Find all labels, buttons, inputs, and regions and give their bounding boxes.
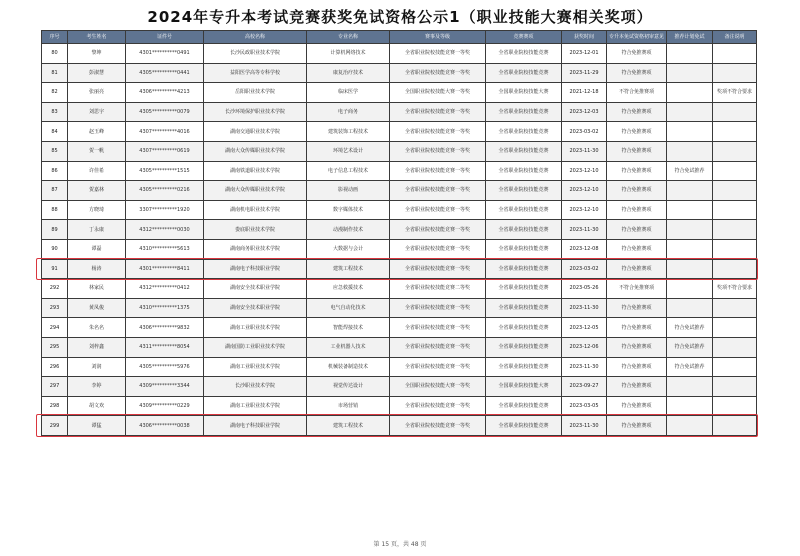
- candidate-name: 赵玉峰: [68, 122, 126, 142]
- award-date: 2023-05-26: [562, 279, 607, 299]
- award-level: 全省职业院校技能竞赛一等奖: [390, 239, 486, 259]
- table-row: [42, 63, 757, 83]
- id-number: 4305**********0441: [126, 63, 204, 83]
- major-name: 计算机网络技术: [307, 44, 390, 64]
- competition-event: 全省职业院校技能竞赛: [486, 141, 562, 161]
- candidate-name: 林家民: [68, 279, 126, 299]
- row-index: 86: [42, 161, 68, 181]
- column-header: 竞赛赛项: [486, 31, 562, 44]
- row-index: 81: [42, 63, 68, 83]
- award-date: 2023-11-30: [562, 220, 607, 240]
- recommend-plan: 符合免试推荐: [667, 318, 713, 338]
- table-row: [42, 239, 757, 259]
- award-date: 2023-12-10: [562, 161, 607, 181]
- school-name: 湖南商务职业技术学院: [204, 239, 307, 259]
- review-opinion: 符合免推赛项: [607, 259, 667, 279]
- review-opinion: 符合免推赛项: [607, 44, 667, 64]
- school-name: 湖南铁道职业技术学院: [204, 161, 307, 181]
- remark: 奖项不符合要求: [713, 83, 757, 103]
- major-name: 电气自动化技术: [307, 298, 390, 318]
- major-name: 康复治疗技术: [307, 63, 390, 83]
- table-row: [42, 83, 757, 103]
- major-name: 智能焊接技术: [307, 318, 390, 338]
- table-row: [42, 259, 757, 279]
- remark: [713, 161, 757, 181]
- id-number: 4301**********0491: [126, 44, 204, 64]
- table-row: [42, 377, 757, 397]
- id-number: 4310**********5613: [126, 239, 204, 259]
- candidate-name: 杨涛: [68, 259, 126, 279]
- candidate-name: 胡文欢: [68, 396, 126, 416]
- award-level: 全省职业院校技能竞赛一等奖: [390, 259, 486, 279]
- remark: [713, 337, 757, 357]
- recommend-plan: [667, 416, 713, 436]
- remark: [713, 220, 757, 240]
- competition-event: 全省职业院校技能竞赛: [486, 161, 562, 181]
- row-index: 84: [42, 122, 68, 142]
- table-body: [42, 44, 757, 436]
- remark: [713, 102, 757, 122]
- award-date: 2023-03-02: [562, 259, 607, 279]
- review-opinion: 符合免推赛项: [607, 220, 667, 240]
- major-name: 建筑装饰工程技术: [307, 122, 390, 142]
- recommend-plan: [667, 122, 713, 142]
- award-level: 全省职业院校技能竞赛一等奖: [390, 318, 486, 338]
- recommend-plan: [667, 83, 713, 103]
- candidate-name: 贺嘉林: [68, 181, 126, 201]
- award-date: 2023-11-30: [562, 416, 607, 436]
- candidate-name: 朱名名: [68, 318, 126, 338]
- table-row: [42, 396, 757, 416]
- school-name: 湖南机电职业技术学院: [204, 200, 307, 220]
- id-number: 4310**********1375: [126, 298, 204, 318]
- id-number: 4306**********4213: [126, 83, 204, 103]
- table-row: [42, 279, 757, 299]
- id-number: 4305**********1515: [126, 161, 204, 181]
- row-index: 299: [42, 416, 68, 436]
- school-name: 长沙环境保护职业技术学院: [204, 102, 307, 122]
- row-index: 297: [42, 377, 68, 397]
- award-level: 全省职业院校技能竞赛一等奖: [390, 63, 486, 83]
- remark: [713, 63, 757, 83]
- table-row: [42, 161, 757, 181]
- column-header: 赛事及等级: [390, 31, 486, 44]
- school-name: 湖南大众传媒职业技术学院: [204, 181, 307, 201]
- candidate-name: 刘润: [68, 357, 126, 377]
- row-index: 90: [42, 239, 68, 259]
- review-opinion: 符合免推赛项: [607, 318, 667, 338]
- table-row: [42, 416, 757, 436]
- award-level: 全省职业院校技能竞赛一等奖: [390, 396, 486, 416]
- candidate-name: 贺一帆: [68, 141, 126, 161]
- review-opinion: 符合免推赛项: [607, 416, 667, 436]
- major-name: 临床医学: [307, 83, 390, 103]
- review-opinion: 符合免推赛项: [607, 357, 667, 377]
- competition-event: 全省职业院校技能竞赛: [486, 416, 562, 436]
- award-date: 2023-12-03: [562, 102, 607, 122]
- major-name: 动漫制作技术: [307, 220, 390, 240]
- table-row: [42, 181, 757, 201]
- competition-event: 全国职业院校技能大赛: [486, 83, 562, 103]
- column-header: 证件号: [126, 31, 204, 44]
- school-name: 岳阳职业技术学院: [204, 83, 307, 103]
- major-name: 环境艺术设计: [307, 141, 390, 161]
- id-number: 4306**********9832: [126, 318, 204, 338]
- award-date: 2023-12-08: [562, 239, 607, 259]
- award-date: 2023-12-05: [562, 318, 607, 338]
- row-index: 88: [42, 200, 68, 220]
- table-row: [42, 200, 757, 220]
- school-name: 湖南交通职业技术学院: [204, 122, 307, 142]
- major-name: 数字媒体技术: [307, 200, 390, 220]
- column-header: 推荐计划免试: [667, 31, 713, 44]
- competition-event: 全省职业院校技能竞赛: [486, 200, 562, 220]
- recommend-plan: 符合免试推荐: [667, 337, 713, 357]
- row-index: 82: [42, 83, 68, 103]
- review-opinion: 符合免推赛项: [607, 161, 667, 181]
- review-opinion: 符合免推赛项: [607, 200, 667, 220]
- competition-event: 全省职业院校技能竞赛: [486, 279, 562, 299]
- table-row: [42, 141, 757, 161]
- id-number: 4311**********8054: [126, 337, 204, 357]
- award-level: 全省职业院校技能竞赛一等奖: [390, 200, 486, 220]
- award-level: 全省职业院校技能竞赛一等奖: [390, 44, 486, 64]
- candidate-name: 刘思宇: [68, 102, 126, 122]
- competition-event: 全省职业院校技能竞赛: [486, 122, 562, 142]
- review-opinion: 符合免推赛项: [607, 396, 667, 416]
- column-header: 专业名称: [307, 31, 390, 44]
- review-opinion: 符合免推赛项: [607, 141, 667, 161]
- major-name: 建筑工程技术: [307, 259, 390, 279]
- major-name: 市场营销: [307, 396, 390, 416]
- remark: [713, 122, 757, 142]
- competition-event: 全省职业院校技能竞赛: [486, 239, 562, 259]
- remark: [713, 141, 757, 161]
- table-row: [42, 298, 757, 318]
- award-date: 2023-12-01: [562, 44, 607, 64]
- award-level: 全省职业院校技能竞赛一等奖: [390, 161, 486, 181]
- recommend-plan: [667, 200, 713, 220]
- table-row: [42, 357, 757, 377]
- remark: [713, 357, 757, 377]
- school-name: 长沙民政职业技术学院: [204, 44, 307, 64]
- id-number: 4309**********0229: [126, 396, 204, 416]
- id-number: 3307**********1920: [126, 200, 204, 220]
- review-opinion: 符合免推赛项: [607, 181, 667, 201]
- school-name: 湖南工业职业技术学院: [204, 357, 307, 377]
- school-name: 湖南电子科技职业学院: [204, 416, 307, 436]
- id-number: 4305**********0216: [126, 181, 204, 201]
- recommend-plan: [667, 220, 713, 240]
- recommend-plan: 符合免试推荐: [667, 357, 713, 377]
- award-level: 全省职业院校技能竞赛一等奖: [390, 416, 486, 436]
- award-level: 全省职业院校技能竞赛一等奖: [390, 357, 486, 377]
- major-name: 电子商务: [307, 102, 390, 122]
- candidate-name: 彭淑慧: [68, 63, 126, 83]
- id-number: 4309**********3344: [126, 377, 204, 397]
- remark: [713, 259, 757, 279]
- major-name: 工业机器人技术: [307, 337, 390, 357]
- candidate-name: 李婷: [68, 377, 126, 397]
- remark: [713, 318, 757, 338]
- review-opinion: 符合免推赛项: [607, 122, 667, 142]
- review-opinion: 不符合免推赛项: [607, 83, 667, 103]
- page-footer: 第 15 页，共 48 页: [373, 541, 427, 548]
- major-name: 应急救援技术: [307, 279, 390, 299]
- school-name: 湖南工业职业技术学院: [204, 396, 307, 416]
- major-name: 视觉传达设计: [307, 377, 390, 397]
- column-header: 获奖时间: [562, 31, 607, 44]
- recommend-plan: [667, 44, 713, 64]
- table-row: [42, 318, 757, 338]
- table-row: [42, 337, 757, 357]
- award-level: 全国职业院校技能大赛一等奖: [390, 377, 486, 397]
- id-number: 4301**********8411: [126, 259, 204, 279]
- recommend-plan: [667, 181, 713, 201]
- award-date: 2021-12-18: [562, 83, 607, 103]
- row-index: 296: [42, 357, 68, 377]
- column-header: 序号: [42, 31, 68, 44]
- column-header: 高校名称: [204, 31, 307, 44]
- school-name: 湖南工业职业技术学院: [204, 318, 307, 338]
- award-level: 全省职业院校技能竞赛一等奖: [390, 337, 486, 357]
- column-header: 考生姓名: [68, 31, 126, 44]
- award-level: 全省职业院校技能竞赛一等奖: [390, 102, 486, 122]
- row-index: 80: [42, 44, 68, 64]
- review-opinion: 符合免推赛项: [607, 102, 667, 122]
- award-date: 2023-12-10: [562, 200, 607, 220]
- recommend-plan: [667, 141, 713, 161]
- competition-event: 全省职业院校技能竞赛: [486, 396, 562, 416]
- id-number: 4307**********0619: [126, 141, 204, 161]
- award-date: 2023-12-10: [562, 181, 607, 201]
- remark: [713, 298, 757, 318]
- id-number: 4305**********0079: [126, 102, 204, 122]
- column-header: 专升本免试资格初审意见: [607, 31, 667, 44]
- award-level: 全省职业院校技能竞赛一等奖: [390, 122, 486, 142]
- award-level: 全省职业院校技能竞赛一等奖: [390, 141, 486, 161]
- id-number: 4312**********0030: [126, 220, 204, 240]
- document-title: 2024年专升本考试竞赛获奖免试资格公示1（职业技能大赛相关奖项）: [147, 8, 653, 26]
- row-index: 87: [42, 181, 68, 201]
- row-index: 294: [42, 318, 68, 338]
- candidate-name: 许佳希: [68, 161, 126, 181]
- major-name: 大数据与会计: [307, 239, 390, 259]
- candidate-name: 方晓琦: [68, 200, 126, 220]
- recommend-plan: [667, 239, 713, 259]
- remark: [713, 44, 757, 64]
- table-header: [42, 31, 757, 44]
- table-row: [42, 122, 757, 142]
- table-row: [42, 102, 757, 122]
- row-index: 292: [42, 279, 68, 299]
- review-opinion: 符合免推赛项: [607, 63, 667, 83]
- award-level: 全省职业院校技能竞赛一等奖: [390, 181, 486, 201]
- competition-event: 全省职业院校技能竞赛: [486, 102, 562, 122]
- row-index: 293: [42, 298, 68, 318]
- major-name: 建筑工程技术: [307, 416, 390, 436]
- recommend-plan: [667, 279, 713, 299]
- competition-event: 全省职业院校技能竞赛: [486, 63, 562, 83]
- candidate-name: 刘梓鑫: [68, 337, 126, 357]
- award-date: 2023-11-30: [562, 141, 607, 161]
- remark: 奖项不符合要求: [713, 279, 757, 299]
- award-level: 全省职业院校技能竞赛一等奖: [390, 298, 486, 318]
- recommend-plan: [667, 298, 713, 318]
- recommend-plan: [667, 259, 713, 279]
- table-row: [42, 220, 757, 240]
- remark: [713, 377, 757, 397]
- review-opinion: 符合免推赛项: [607, 377, 667, 397]
- recommend-plan: [667, 102, 713, 122]
- candidate-name: 谭猛: [68, 416, 126, 436]
- school-name: 湖南安全技术职业学院: [204, 279, 307, 299]
- candidate-name: 丁永康: [68, 220, 126, 240]
- review-opinion: 符合免推赛项: [607, 239, 667, 259]
- award-date: 2023-11-29: [562, 63, 607, 83]
- award-date: 2023-03-05: [562, 396, 607, 416]
- award-level: 全省职业院校技能竞赛二等奖: [390, 279, 486, 299]
- review-opinion: 符合免推赛项: [607, 337, 667, 357]
- id-number: 4306**********0038: [126, 416, 204, 436]
- remark: [713, 416, 757, 436]
- column-header: 备注说明: [713, 31, 757, 44]
- school-name: 益阳医学高等专科学校: [204, 63, 307, 83]
- remark: [713, 396, 757, 416]
- competition-event: 全省职业院校技能竞赛: [486, 181, 562, 201]
- award-date: 2023-11-30: [562, 298, 607, 318]
- major-name: 电子信息工程技术: [307, 161, 390, 181]
- row-index: 91: [42, 259, 68, 279]
- recommend-plan: [667, 396, 713, 416]
- school-name: 湖南国防工业职业技术学院: [204, 337, 307, 357]
- row-index: 83: [42, 102, 68, 122]
- row-index: 298: [42, 396, 68, 416]
- award-date: 2023-09-27: [562, 377, 607, 397]
- recommend-plan: 符合免试推荐: [667, 161, 713, 181]
- results-table: [41, 30, 757, 436]
- major-name: 影视动画: [307, 181, 390, 201]
- competition-event: 全省职业院校技能竞赛: [486, 44, 562, 64]
- table-row: [42, 44, 757, 64]
- candidate-name: 谭磊: [68, 239, 126, 259]
- competition-event: 全省职业院校技能竞赛: [486, 259, 562, 279]
- remark: [713, 181, 757, 201]
- id-number: 4305**********5976: [126, 357, 204, 377]
- recommend-plan: [667, 377, 713, 397]
- competition-event: 全省职业院校技能竞赛: [486, 337, 562, 357]
- award-level: 全国职业院校技能大赛一等奖: [390, 83, 486, 103]
- id-number: 4307**********4016: [126, 122, 204, 142]
- school-name: 湖南电子科技职业学院: [204, 259, 307, 279]
- award-date: 2023-11-30: [562, 357, 607, 377]
- remark: [713, 239, 757, 259]
- competition-event: 全省职业院校技能竞赛: [486, 298, 562, 318]
- row-index: 89: [42, 220, 68, 240]
- school-name: 娄底职业技术学院: [204, 220, 307, 240]
- school-name: 湖南安全技术职业学院: [204, 298, 307, 318]
- review-opinion: 符合免推赛项: [607, 298, 667, 318]
- competition-event: 全省职业院校技能竞赛: [486, 220, 562, 240]
- major-name: 机械装备制造技术: [307, 357, 390, 377]
- competition-event: 全国职业院校技能大赛: [486, 377, 562, 397]
- award-level: 全省职业院校技能竞赛一等奖: [390, 220, 486, 240]
- remark: [713, 200, 757, 220]
- award-date: 2023-12-06: [562, 337, 607, 357]
- candidate-name: 黎坤: [68, 44, 126, 64]
- candidate-name: 张丽亮: [68, 83, 126, 103]
- school-name: 长沙职业技术学院: [204, 377, 307, 397]
- row-index: 85: [42, 141, 68, 161]
- candidate-name: 黄凤俊: [68, 298, 126, 318]
- row-index: 295: [42, 337, 68, 357]
- recommend-plan: [667, 63, 713, 83]
- competition-event: 全省职业院校技能竞赛: [486, 357, 562, 377]
- id-number: 4312**********0412: [126, 279, 204, 299]
- school-name: 湖南大众传媒职业技术学院: [204, 141, 307, 161]
- award-date: 2023-03-02: [562, 122, 607, 142]
- competition-event: 全省职业院校技能竞赛: [486, 318, 562, 338]
- review-opinion: 不符合免推赛项: [607, 279, 667, 299]
